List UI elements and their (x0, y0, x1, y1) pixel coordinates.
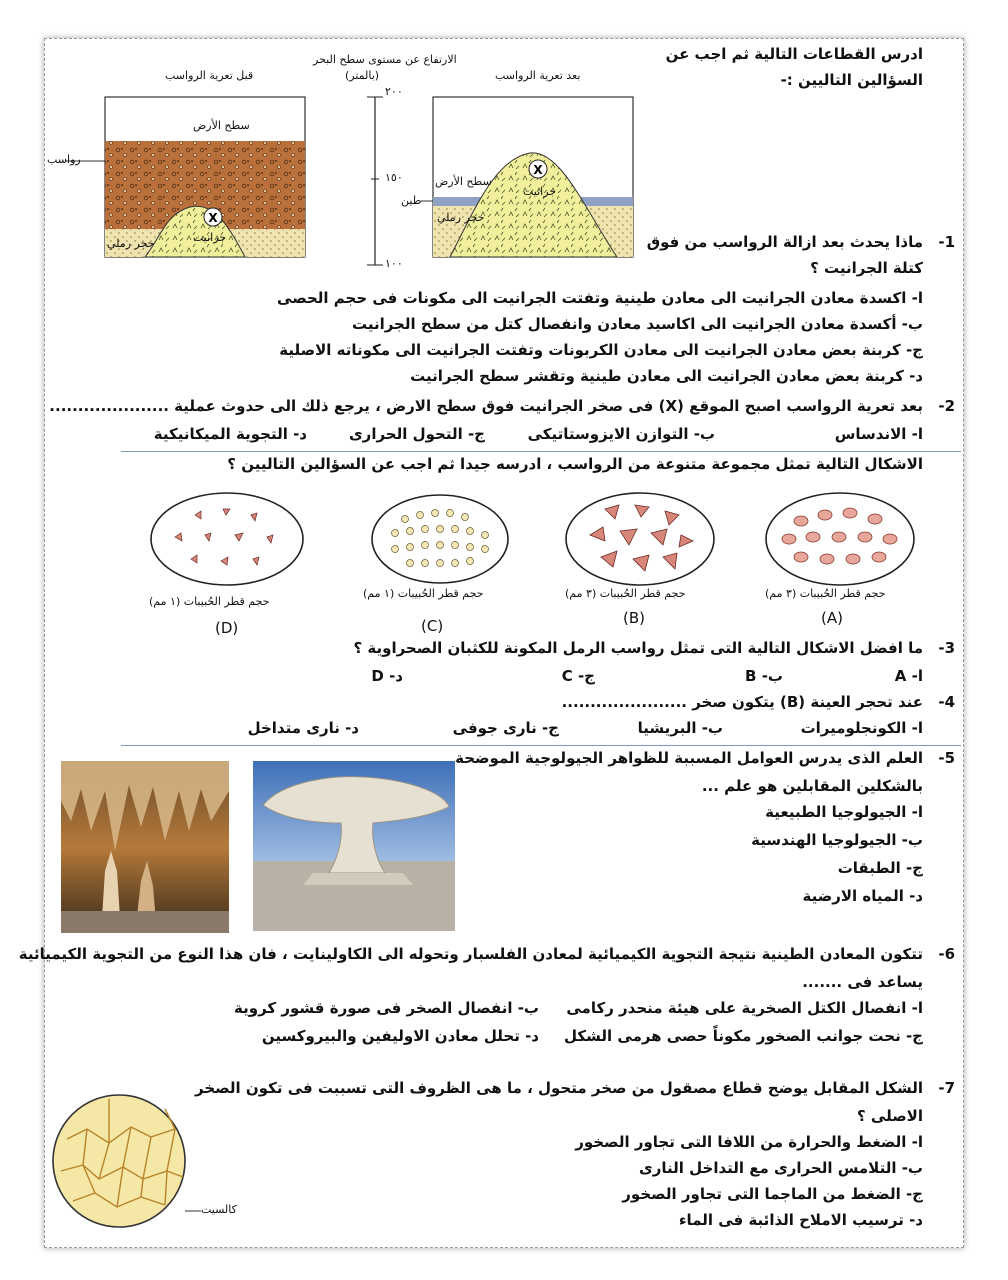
sample-a-circle (766, 493, 914, 585)
divider-2 (121, 745, 961, 746)
sample-a-caption: حجم قطر الحُبيبات (٣ مم) (765, 587, 886, 600)
q1-option-b[interactable]: ب- أكسدة معادن الجرانيت الى اكاسيد معادن وانفصال كتل من سطح الجرانيت (351, 315, 923, 333)
q4-option-d[interactable]: د- نارى متداخل (247, 719, 359, 737)
clay-label: طين (401, 194, 422, 207)
q2-option-c[interactable]: ج- التحول الحرارى (348, 425, 485, 443)
q6-number: 6- (938, 945, 955, 963)
sample-b-caption: حجم قطر الحُبيبات (٣ مم) (565, 587, 686, 600)
q4-option-a[interactable]: ا- الكونجلوميرات (800, 719, 923, 737)
q7-option-a[interactable]: ا- الضغط والحرارة من اللافا التى تجاور الصخور (575, 1133, 923, 1151)
q1-text-1: ماذا يحدث بعد ازالة الرواسب من فوق (646, 233, 923, 251)
q4-number: 4- (938, 693, 955, 711)
granite-label-after: جرانيت (523, 185, 557, 198)
q7-text-2: الاصلى ؟ (856, 1107, 923, 1125)
q7-number: 7- (938, 1079, 955, 1097)
intro-line-1: ادرس القطاعات التالية ثم اجب عن (665, 45, 923, 63)
section2-text: الاشكال التالية تمثل مجموعة متنوعة من الرواسب ، ادرسه جيدا ثم اجب عن السؤالين التاليين ؟ (227, 455, 923, 473)
q1-text-2: كتلة الجرانيت ؟ (810, 259, 923, 277)
q3-number: 3- (938, 639, 955, 657)
sample-b-circle (566, 493, 714, 585)
sediments-label: رواسب (47, 153, 81, 166)
x-mark-after: X (533, 163, 543, 177)
q1-option-c[interactable]: ج- كربنة بعض معادن الجرانيت الى معادن الكربونات وتفتت الجرانيت الى مكوناته الاصلية (279, 341, 923, 359)
q3-option-d[interactable]: د- D (371, 667, 403, 685)
granite-label-before: جرانيت (193, 231, 227, 244)
q5-text-2: بالشكلين المقابلين هو علم ... (701, 777, 923, 795)
sample-d-caption: حجم قطر الحُبيبات (١ مم) (149, 595, 270, 608)
sample-c-circle (372, 495, 508, 583)
surface-label-after: سطح الأرض (435, 175, 492, 188)
q4-option-c[interactable]: ج- نارى جوفى (452, 719, 559, 737)
q2-number: 2- (938, 397, 955, 415)
q2-text: بعد تعرية الرواسب اصبح الموقع (X) فى صخر الجرانيت فوق سطح الارض ، يرجع ذلك الى حدوث عملية ..................... (49, 397, 923, 415)
sandstone-label-before: حجر رملي (107, 237, 155, 250)
q2-option-a[interactable]: ا- الاندساس (834, 425, 923, 443)
cross-section-figure (45, 39, 665, 269)
tick-200: ٢٠٠ (385, 85, 403, 98)
q2-option-d[interactable]: د- التجوية الميكانيكية (153, 425, 307, 443)
sample-d-circle (151, 493, 303, 585)
q5-number: 5- (938, 749, 955, 767)
mushroom-rock-photo (253, 761, 455, 931)
sample-d-label: (D) (215, 619, 239, 637)
q7-text-1: الشكل المقابل يوضح قطاع مصقول من صخر متحول ، ما هى الظروف التى تسببت فى تكون الصخر (195, 1079, 923, 1097)
q5-option-b[interactable]: ب- الجيولوجيا الهندسية (751, 831, 923, 849)
sample-a-label: (A) (821, 609, 843, 627)
q6-option-c[interactable]: ج- نحت جوانب الصخور مكوناً حصى هرمى الشكل (564, 1027, 923, 1045)
q1-option-d[interactable]: د- كربنة بعض معادن الجرانيت الى معادن طينية وتقشر سطح الجرانيت (410, 367, 923, 385)
cave-stalactites-photo (61, 761, 229, 933)
q5-option-d[interactable]: د- المياه الارضية (802, 887, 923, 905)
tick-150: ١٥٠ (385, 171, 403, 184)
elevation-axis (367, 97, 383, 265)
exam-sheet (18, 38, 964, 1248)
sample-b-label: (B) (623, 609, 646, 627)
divider-1 (121, 451, 961, 452)
q7-option-c[interactable]: ج- الضغط من الماجما التى تجاور الصخور (622, 1185, 923, 1203)
q6-option-a[interactable]: ا- انفصال الكتل الصخرية على هيئة منحدر ركامى (566, 999, 923, 1017)
q7-option-d[interactable]: د- ترسيب الاملاح الذائبة فى الماء (678, 1211, 923, 1229)
q4-option-b[interactable]: ب- البريشيا (637, 719, 723, 737)
q3-option-b[interactable]: ب- B (745, 667, 783, 685)
q3-option-a[interactable]: ا- A (894, 667, 923, 685)
calcite-label: كالسيت (201, 1203, 237, 1216)
q4-text: عند تحجر العينة (B) يتكون صخر ...................... (561, 693, 923, 711)
intro-line-2: السؤالين التاليين :- (780, 71, 923, 89)
q1-number: 1- (938, 233, 955, 251)
q2-option-b[interactable]: ب- التوازن الايزوستاتيكى (527, 425, 715, 443)
q5-option-a[interactable]: ا- الجيولوجيا الطبيعية (765, 803, 923, 821)
q5-option-c[interactable]: ج- الطبقات (837, 859, 923, 877)
axis-title: الارتفاع عن مستوى سطح البحر (313, 53, 457, 66)
sample-c-caption: حجم قطر الحُبيبات (١ مم) (363, 587, 484, 600)
before-title: قبل تعرية الرواسب (165, 69, 254, 82)
q3-option-c[interactable]: ج- C (561, 667, 595, 685)
q6-option-d[interactable]: د- تحلل معادن الاوليفين والبيروكسين (261, 1027, 539, 1045)
sandstone-label-after: حجر رملي (437, 211, 485, 224)
sample-c-label: (C) (421, 617, 444, 635)
cross-section-svg (45, 39, 665, 269)
q1-option-a[interactable]: ا- اكسدة معادن الجرانيت الى معادن طينية وتفتت الجرانيت الى مكونات فى حجم الحصى (277, 289, 923, 307)
q6-text-1: تتكون المعادن الطينية نتيجة التجوية الكيميائية لمعادن الفلسبار وتحوله الى الكاولينايت ، فان هذا النوع من التجوية الكيميائية (18, 945, 923, 963)
axis-unit: (بالمتر) (345, 69, 380, 82)
q6-option-b[interactable]: ب- انفصال الصخر فى صورة قشور كروية (234, 999, 539, 1017)
after-title: بعد تعرية الرواسب (495, 69, 581, 82)
q6-text-2: يساعد فى ....... (802, 973, 923, 991)
q7-option-b[interactable]: ب- التلامس الحرارى مع التداخل النارى (639, 1159, 923, 1177)
sediment-samples-svg (45, 479, 963, 599)
q3-text: ما افضل الاشكال التالية التى تمثل رواسب الرمل المكونة للكثبان الصحراوية ؟ (353, 639, 923, 657)
q5-text-1: العلم الذى يدرس العوامل المسببة للظواهر الجيولوجية الموضحة (455, 749, 923, 767)
before-section (65, 97, 305, 257)
surface-label-before: سطح الأرض (193, 119, 250, 132)
tick-100: ١٠٠ (385, 257, 403, 270)
x-mark-before: X (208, 211, 218, 225)
